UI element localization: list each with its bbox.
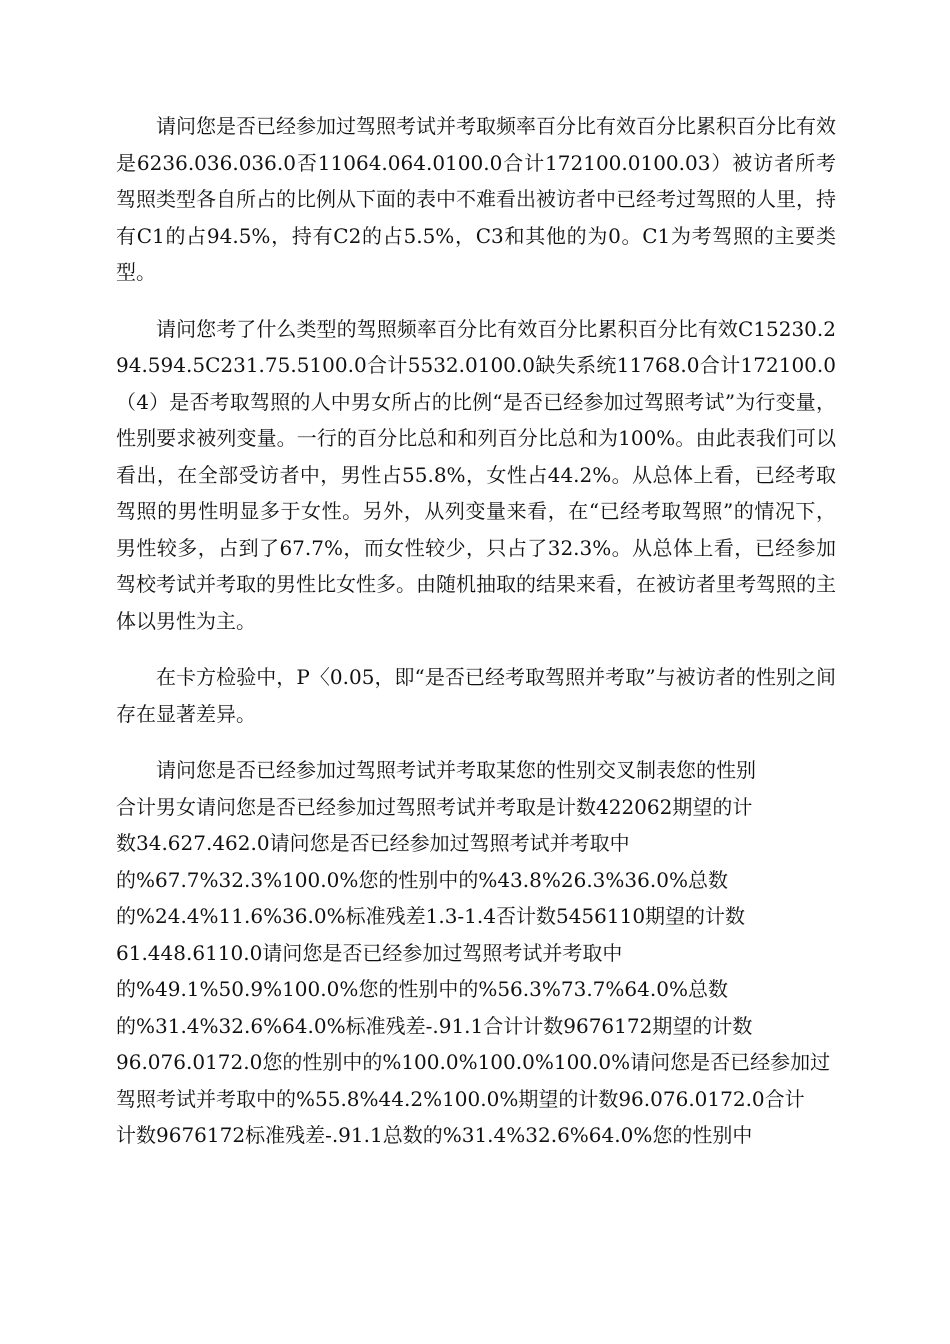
- crosstab-line: 数34.627.462.0请问您是否已经参加过驾照考试并考取中: [116, 831, 630, 855]
- crosstab-line: 驾照考试并考取中的%55.8%44.2%100.0%期望的计数96.076.0172.0合计: [116, 1086, 805, 1111]
- crosstab-line: 的%31.4%32.6%64.0%标准残差-.91.1合计计数9676172期望的计数: [116, 1013, 753, 1038]
- crosstab-line: 96.076.0172.0您的性别中的%100.0%100.0%100.0%请问您是否已经参加过: [116, 1050, 831, 1074]
- crosstab-line: 合计男女请问您是否已经参加过驾照考试并考取是计数422062期望的计: [116, 794, 753, 819]
- paragraph-chi-square-result: 在卡方检验中，P〈0.05，即“是否已经考取驾照并考取”与被访者的性别之间存在显著差异。: [116, 665, 836, 726]
- paragraph-license-type-gender-ratio: 请问您考了什么类型的驾照频率百分比有效百分比累积百分比有效C15230.294.594.5C231.75.5100.0合计5532.0100.0缺失系统11768.0合计172100.0（4）是否考取驾照的人中男女所占的比例“是否已经参加过驾照考试”为行变量，性别要求被列变量。一行的百分比总和和列百分比总和为100%。由此表我们可以看出，在全部受访者中，男性占55.8%，女性占44.2%。从总体上看，已经考取驾照的男性明显多于女性。另外，从列变量来看，在“已经考取驾照”的情况下，男性较多，占到了67.7%，而女性较少，只占了32.3%。从总体上看，已经参加驾校考试并考取的男性比女性多。由随机抽取的结果来看，在被访者里考驾照的主体以男性为主。: [116, 316, 836, 633]
- crosstab-line: 的%67.7%32.3%100.0%您的性别中的%43.8%26.3%36.0%总数: [116, 867, 728, 892]
- paragraph-license-exam-frequency: 请问您是否已经参加过驾照考试并考取频率百分比有效百分比累积百分比有效是6236.036.036.0否11064.064.0100.0合计172100.0100.03）被访者所考驾照类型各自所占的比例从下面的表中不难看出被访者中已经考过驾照的人里，持有C1的占94.5%，持有C2的占5.5%，C3和其他的为0。C1为考驾照的主要类型。: [116, 114, 836, 284]
- crosstab-line: 请问您是否已经参加过驾照考试并考取某您的性别交叉制表您的性别: [156, 758, 756, 782]
- crosstab-line: 的%49.1%50.9%100.0%您的性别中的%56.3%73.7%64.0%总数: [116, 977, 728, 1001]
- crosstab-text-block: [116, 752, 836, 1154]
- document-page: [116, 108, 836, 1154]
- crosstab-line: 的%24.4%11.6%36.0%标准残差1.3-1.4否计数5456110期望的计数: [116, 904, 746, 928]
- crosstab-line: 计数9676172标准残差-.91.1总数的%31.4%32.6%64.0%您的性别中: [116, 1123, 753, 1147]
- crosstab-line: 61.448.6110.0请问您是否已经参加过驾照考试并考取中: [116, 940, 623, 965]
